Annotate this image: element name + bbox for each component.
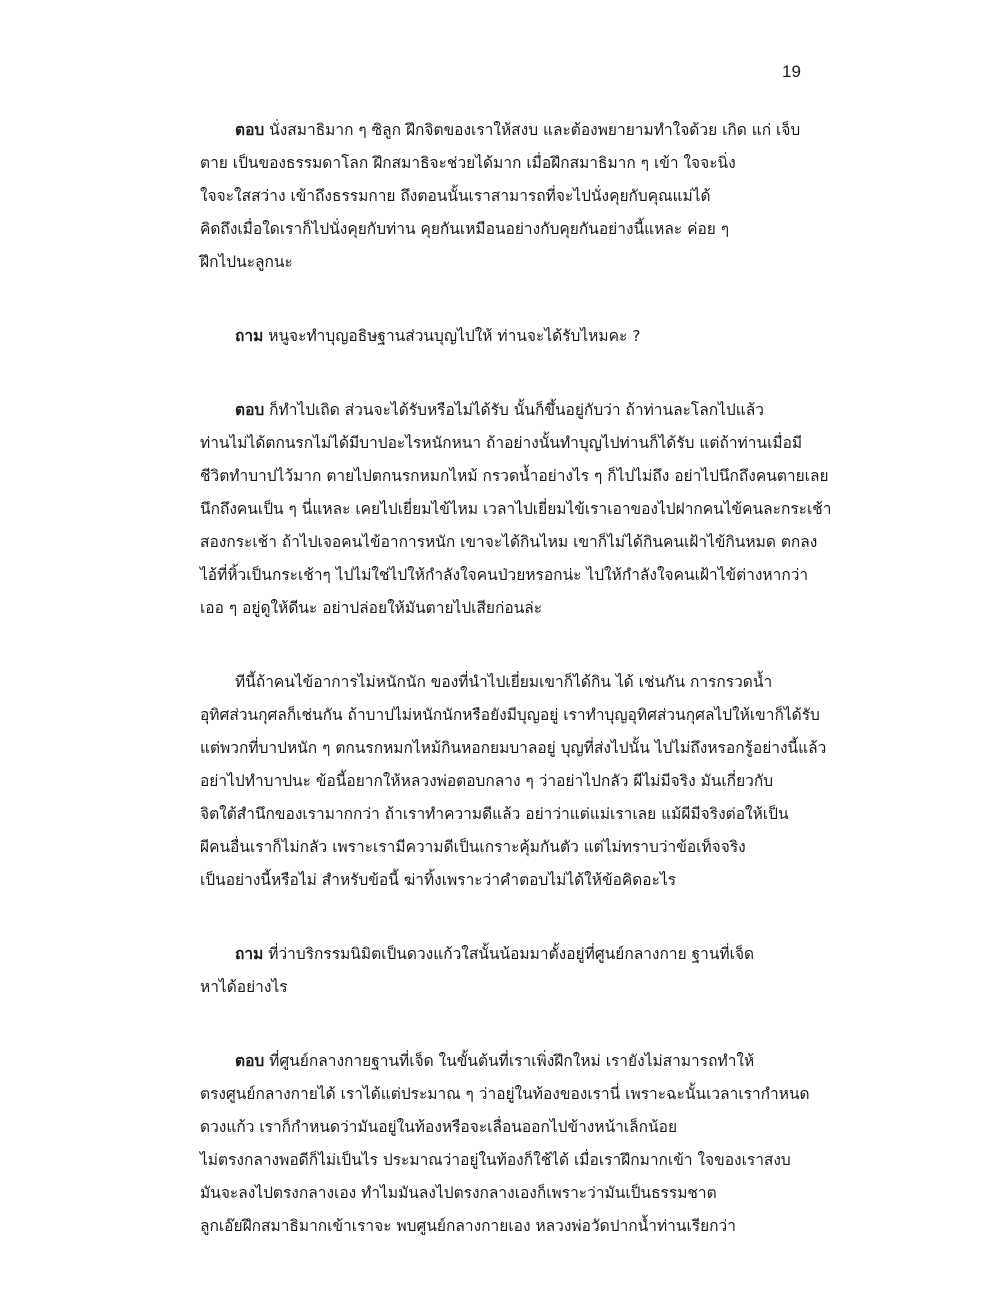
paragraph-line: หาได้อย่างไร xyxy=(200,978,288,996)
paragraph-line: ชีวิตทำบาปไว้มาก ตายไปตกนรกหมกไหม้ กรวดน้ำอย่างไร ๆ ก็ไปไม่ถึง อย่าไปนึกถึงคนตายเลย xyxy=(200,467,829,485)
paragraph-line: ตาย เป็นของธรรมดาโลก ฝึกสมาธิจะช่วยได้มาก เมื่อฝึกสมาธิมาก ๆ เข้า ใจจะนิ่ง xyxy=(200,154,736,172)
paragraph-line: เออ ๆ อยู่ดูให้ดีนะ อย่าปล่อยให้มันตายไปเสียก่อนล่ะ xyxy=(200,599,543,617)
paragraph-line: จิตใต้สำนึกของเรามากกว่า ถ้าเราทำความดีแล้ว อย่าว่าแต่แม่เราเลย แม้ผีมีจริงต่อให้เป็น xyxy=(200,805,789,823)
paragraph-line: ตรงศูนย์กลางกายได้ เราได้แต่ประมาณ ๆ ว่าอยู่ในท้องของเรานี่ เพราะฉะนั้นเวลาเรากำหนด xyxy=(200,1085,810,1103)
commentary-paragraph xyxy=(200,666,827,897)
paragraph-line: คิดถึงเมื่อใดเราก็ไปนั่งคุยกับท่าน คุยกันเหมือนอย่างกับคุยกันอย่างนี้แหละ ค่อย ๆ xyxy=(200,220,730,238)
paragraph-line: ตอบ นั่งสมาธิมาก ๆ ซิลูก ฝึกจิตของเราให้สงบ และต้องพยายามทำใจด้วย เกิด แก่ เจ็บ xyxy=(235,121,801,139)
document-body xyxy=(200,114,832,1284)
paragraph-line: ลูกเอ๊ยฝึกสมาธิมากเข้าเราจะ พบศูนย์กลางกายเอง หลวงพ่อวัดปากน้ำท่านเรียกว่า xyxy=(200,1217,736,1235)
answer-label: ตอบ xyxy=(235,1052,265,1070)
answer-paragraph-1 xyxy=(200,114,800,279)
paragraph-line: ใจจะใสสว่าง เข้าถึงธรรมกาย ถึงตอนนั้นเราสามารถที่จะไปนั่งคุยกับคุณแม่ได้ xyxy=(200,187,711,205)
paragraph-line: เป็นอย่างนี้หรือไม่ สำหรับข้อนี้ ฆ่าทิ้งเพราะว่าคำตอบไม่ได้ให้ข้อคิดอะไร xyxy=(200,871,677,889)
paragraph-line: ตอบ ก็ทำไปเถิด ส่วนจะได้รับหรือไม่ได้รับ นั้นก็ขึ้นอยู่กับว่า ถ้าท่านละโลกไปแล้ว xyxy=(235,401,764,419)
paragraph-line: อย่าไปทำบาปนะ ข้อนี้อยากให้หลวงพ่อตอบกลาง ๆ ว่าอย่าไปกลัว ผีไม่มีจริง มันเกี่ยวกับ xyxy=(200,772,774,790)
paragraph-line: ถาม หนูจะทำบุญอธิษฐานส่วนบุญไปให้ ท่านจะได้รับไหมคะ ? xyxy=(235,327,641,345)
paragraph-line: อุทิศส่วนกุศลก็เช่นกัน ถ้าบาปไม่หนักนักหรือยังมีบุญอยู่ เราทำบุญอุทิศส่วนกุศลไปให้เขาก็ได้รับ xyxy=(200,706,820,724)
paragraph-line: นึกถึงคนเป็น ๆ นี่แหละ เคยไปเยี่ยมไข้ไหม เวลาไปเยี่ยมไข้เราเอาของไปฝากคนไข้คนละกระเช้า xyxy=(200,500,832,518)
paragraph-line: แต่พวกที่บาปหนัก ๆ ตกนรกหมกไหม้กินหอกยมบาลอยู่ บุญที่ส่งไปนั้น ไปไม่ถึงหรอกรู้อย่างนี้แล้ว xyxy=(200,739,827,757)
paragraph-line: ฝึกไปนะลูกนะ xyxy=(200,253,293,271)
answer-paragraph-3 xyxy=(200,1045,810,1243)
paragraph-line: ผีคนอื่นเราก็ไม่กลัว เพราะเรามีความดีเป็นเกราะคุ้มกันตัว แต่ไม่ทราบว่าข้อเท็จจริง xyxy=(200,838,746,856)
paragraph-line: ท่านไม่ได้ตกนรกไม่ได้มีบาปอะไรหนักหนา ถ้าอย่างนั้นทำบุญไปท่านก็ได้รับ แต่ถ้าท่านเมื่อมี xyxy=(200,434,803,452)
paragraph-line: ตอบ ที่ศูนย์กลางกายฐานที่เจ็ด ในขั้นต้นที่เราเพิ่งฝึกใหม่ เรายังไม่สามารถทำให้ xyxy=(235,1052,755,1070)
paragraph-line: สองกระเช้า ถ้าไปเจอคนไข้อาการหนัก เขาจะได้กินไหม เขาก็ไม่ได้กินคนเฝ้าไข้กินหมด ตกลง xyxy=(200,533,818,551)
page-number: 19 xyxy=(782,62,801,81)
question-label: ถาม xyxy=(235,327,264,345)
question-paragraph-2 xyxy=(200,938,800,1004)
question-label: ถาม xyxy=(235,945,264,963)
paragraph-line: มันจะลงไปตรงกลางเอง ทำไมมันลงไปตรงกลางเองก็เพราะว่ามันเป็นธรรมชาต xyxy=(200,1184,717,1202)
answer-paragraph-2 xyxy=(200,394,832,625)
answer-label: ตอบ xyxy=(235,121,265,139)
answer-label: ตอบ xyxy=(235,401,265,419)
paragraph-line: ดวงแก้ว เราก็กำหนดว่ามันอยู่ในท้องหรือจะเลื่อนออกไปข้างหน้าเล็กน้อย xyxy=(200,1118,678,1136)
paragraph-line: ทีนี้ถ้าคนไข้อาการไม่หนักนัก ของที่นำไปเยี่ยมเขาก็ได้กิน ได้ เช่นกัน การกรวดน้ำ xyxy=(235,673,773,691)
question-paragraph-1 xyxy=(200,320,800,353)
paragraph-line: ไม่ตรงกลางพอดีก็ไม่เป็นไร ประมาณว่าอยู่ในท้องก็ใช้ได้ เมื่อเราฝึกมากเข้า ใจของเราสงบ xyxy=(200,1151,791,1169)
paragraph-line: ถาม ที่ว่าบริกรรมนิมิตเป็นดวงแก้วใสนั้นน้อมมาตั้งอยู่ที่ศูนย์กลางกาย ฐานที่เจ็ด xyxy=(235,945,755,963)
paragraph-line: ไอ้ที่หิ้วเป็นกระเช้าๆ ไปไม่ใช่ไปให้กำลังใจคนป่วยหรอกน่ะ ไปให้กำลังใจคนเฝ้าไข้ต่างหากว่า xyxy=(200,566,809,584)
